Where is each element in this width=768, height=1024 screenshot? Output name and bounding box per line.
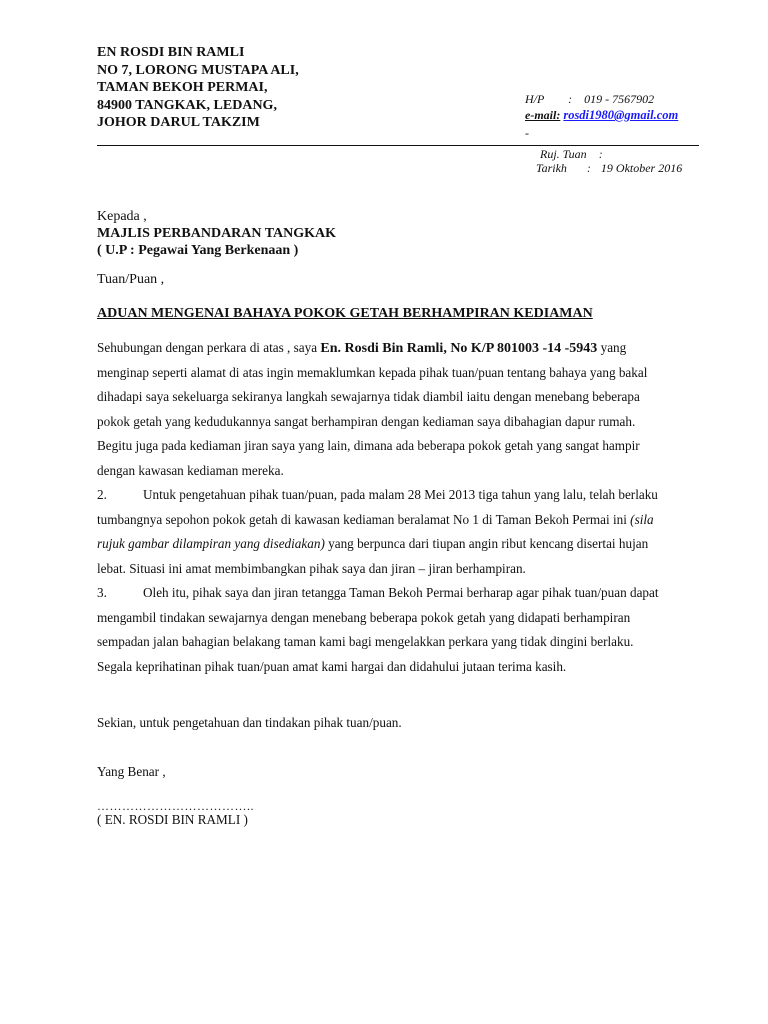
- email-label: e-mail:: [525, 108, 561, 122]
- body-line: mengambil tindakan sewajarnya dengan menebang beberapa pokok getah yang didapati berhampiran: [97, 609, 631, 625]
- signature-name: ( EN. ROSDI BIN RAMLI ): [97, 812, 248, 827]
- phone-separator: :: [568, 92, 573, 106]
- date-line: [536, 161, 682, 176]
- letter-body: [97, 336, 703, 679]
- letter-subject: ADUAN MENGENAI BAHAYA POKOK GETAH BERHAMPIRAN KEDIAMAN: [97, 306, 593, 321]
- body-line: Segala keprihatinan pihak tuan/puan amat kami hargai dan didahului jutaan terima kasih.: [97, 658, 567, 674]
- body-line: [97, 336, 703, 361]
- body-line: sempadan jalan bahagian belakang taman kami bagi mengelakkan perkara yang tidak dingini berlaku.: [97, 634, 634, 649]
- sender-address-block: [97, 44, 299, 132]
- contact-dash: -: [525, 126, 529, 140]
- paragraph-number: 2.: [97, 487, 107, 502]
- date-label: Tarikh: [536, 161, 567, 175]
- body-line: [97, 532, 703, 557]
- closing-line: Sekian, untuk pengetahuan dan tindakan pihak tuan/puan.: [97, 715, 402, 730]
- body-bold-identity: En. Rosdi Bin Ramli, No K/P 801003 -14 -5943: [320, 341, 598, 356]
- date-separator: :: [586, 161, 591, 175]
- body-text: tumbangnya sepohon pokok getah di kawasan kediaman beralamat No 1 di Taman Bekoh Permai ini: [97, 511, 631, 527]
- recipient-attention: ( U.P : Pegawai Yang Berkenaan ): [97, 243, 299, 258]
- body-line: Begitu juga pada kediaman jiran saya yang lain, dimana ada beberapa pokok getah yang sangat hampir: [97, 438, 640, 453]
- reference-separator: :: [598, 147, 603, 161]
- body-italic-text: (sila: [630, 511, 654, 527]
- phone-line: [525, 92, 654, 107]
- body-line: dengan kawasan kediaman mereka.: [97, 462, 284, 478]
- recipient-organization: MAJLIS PERBANDARAN TANGKAK: [97, 226, 337, 241]
- email-link[interactable]: rosdi1980@gmail.com: [563, 108, 679, 122]
- reference-label: Ruj. Tuan: [540, 147, 587, 161]
- phone-label: H/P: [525, 92, 545, 106]
- body-italic-text: rujuk gambar dilampiran yang disediakan): [97, 536, 325, 551]
- sender-address-line: JOHOR DARUL TAKZIM: [97, 115, 260, 130]
- body-line: dihadapi saya sekeluarga sekiranya langkah sewajarnya tidak diambil iaitu dengan menebang beberapa: [97, 389, 640, 404]
- body-text: yang: [597, 340, 627, 355]
- body-text: Sehubungan dengan perkara di atas , saya: [97, 340, 321, 355]
- sender-name: EN ROSDI BIN RAMLI: [97, 45, 245, 60]
- sender-address-line: 84900 TANGKAK, LEDANG,: [97, 97, 277, 113]
- signature-line: ………………………………..: [97, 799, 254, 813]
- body-text: yang berpunca dari tiupan angin ribut kencang disertai hujan: [324, 536, 649, 551]
- email-line: [525, 108, 678, 123]
- date-value: 19 Oktober 2016: [600, 161, 683, 175]
- valediction: Yang Benar ,: [97, 764, 166, 779]
- salutation: Tuan/Puan ,: [97, 272, 165, 287]
- sender-address-line: NO 7, LORONG MUSTAPA ALI,: [97, 62, 299, 78]
- paragraph-number: 3.: [97, 585, 107, 600]
- phone-value: 019 - 7567902: [584, 92, 655, 106]
- body-line: menginap seperti alamat di atas ingin memaklumkan kepada pihak tuan/puan tentang bahaya yang bakal: [97, 364, 648, 380]
- body-line: [97, 581, 703, 606]
- reference-line: [540, 147, 603, 162]
- recipient-intro: Kepada ,: [97, 209, 147, 224]
- sender-address-line: TAMAN BEKOH PERMAI,: [97, 80, 268, 95]
- body-line: [97, 483, 703, 508]
- body-line: pokok getah yang kedudukannya sangat berhampiran dengan kediaman saya dibahagian dapur rumah.: [97, 413, 636, 429]
- header-divider: [97, 145, 699, 146]
- body-line: lebat. Situasi ini amat membimbangkan pihak saya dan jiran – jiran berhampiran.: [97, 560, 526, 576]
- body-line: [97, 508, 703, 533]
- body-text: Oleh itu, pihak saya dan jiran tetangga Taman Bekoh Permai berharap agar pihak tuan/puan dapat: [143, 585, 659, 600]
- body-text: Untuk pengetahuan pihak tuan/puan, pada malam 28 Mei 2013 tiga tahun yang lalu, telah berlaku: [143, 487, 658, 502]
- recipient-block: [97, 208, 336, 259]
